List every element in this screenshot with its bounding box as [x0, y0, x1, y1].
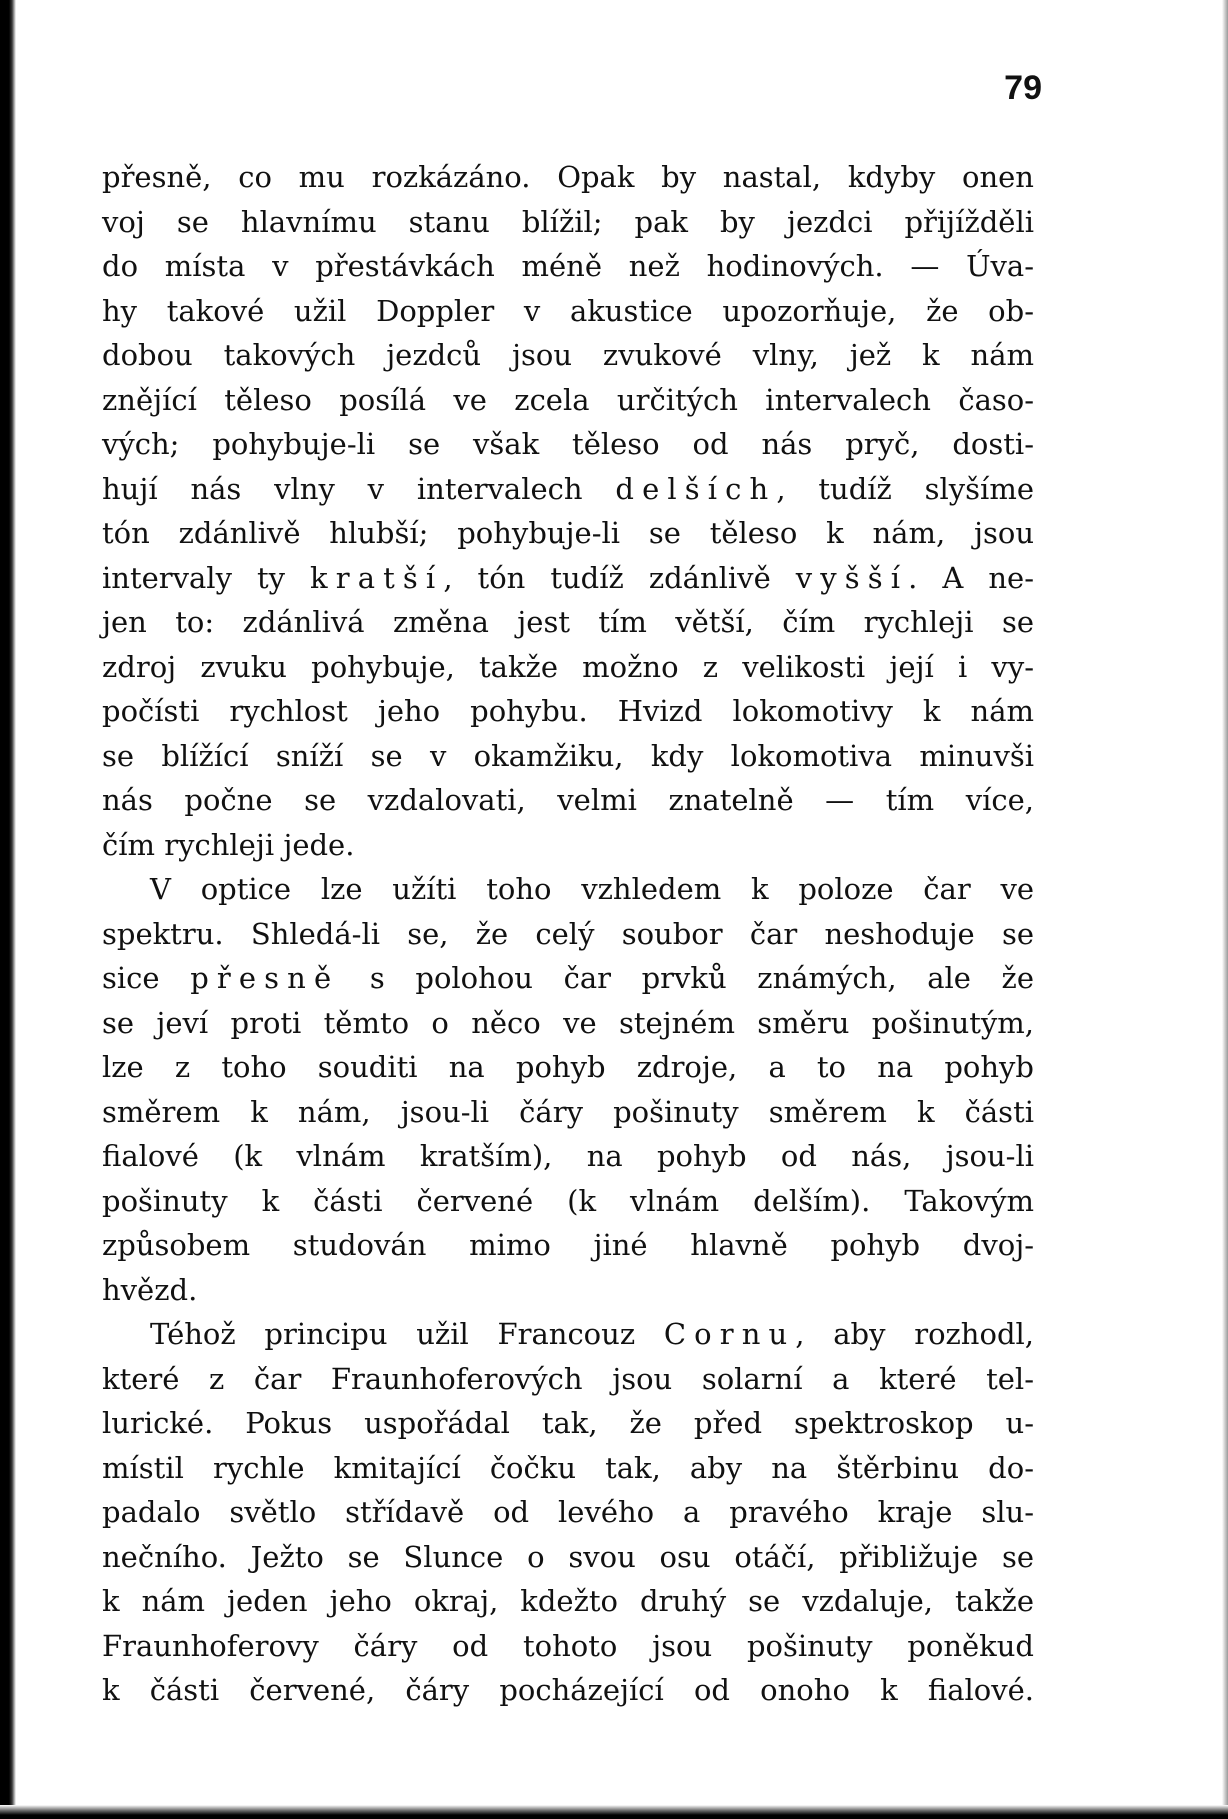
- line-segment: . A ne-: [908, 560, 1034, 595]
- line-segment: hují nás vlny v intervalech: [102, 471, 616, 506]
- scan-border-bottom: [0, 1805, 1228, 1819]
- text-line: [102, 289, 1034, 334]
- line-segment: spektru. Shledá-li se, že celý soubor čar neshoduje se: [102, 916, 1034, 951]
- text-line: [102, 956, 1034, 1001]
- text-line: [102, 1668, 1034, 1713]
- text-line: [102, 1624, 1034, 1669]
- scan-border-left: [0, 0, 16, 1819]
- page-number: 79: [1004, 69, 1042, 107]
- text-line: [102, 912, 1034, 957]
- text-line: [102, 200, 1034, 245]
- text-line: [102, 1401, 1034, 1446]
- line-segment: jen to: zdánlivá změna jest tím větší, čím rychleji se: [102, 605, 1034, 639]
- line-segment: způsobem studován mimo jiné hlavně pohyb dvoj-: [102, 1228, 1034, 1262]
- line-segment: místil rychle kmitající čočku tak, aby na štěrbinu do-: [102, 1450, 1034, 1485]
- text-line: [102, 378, 1034, 423]
- line-segment: , aby rozhodl,: [795, 1317, 1034, 1351]
- line-segment: dobou takových jezdců jsou zvukové vlny, jež k nám: [102, 338, 1034, 372]
- text-line: [102, 333, 1034, 378]
- line-segment: vých; pohybuje-li se však těleso od nás pryč, dosti-: [102, 427, 1034, 461]
- line-segment: lurické. Pokus uspořádal tak, že před spektroskop u-: [102, 1406, 1034, 1440]
- line-segment: tón zdánlivě hlubší; pohybuje-li se těleso k nám, jsou: [102, 516, 1034, 550]
- line-segment: se jeví proti těmto o něco ve stejném směru pošinutým,: [102, 1005, 1034, 1040]
- line-segment: V optice lze užíti toho vzhledem k poloze čar ve: [150, 872, 1034, 906]
- line-segment: Fraunhoferovy čáry od tohoto jsou pošinuty poněkud: [102, 1628, 1034, 1663]
- text-line: [102, 1579, 1034, 1624]
- line-segment: lze z toho souditi na pohyb zdroje, a to na pohyb: [102, 1050, 1034, 1084]
- scan-border-right: [1222, 0, 1228, 1819]
- line-segment: voj se hlavnímu stanu blížil; pak by jezdci přijížděli: [102, 204, 1034, 239]
- line-segment: čím rychleji jede.: [102, 827, 355, 862]
- line-segment: hy takové užil Doppler v akustice upozorňuje, že ob-: [102, 293, 1034, 328]
- line-segment: znějící těleso posílá ve zcela určitých intervalech časo-: [102, 382, 1034, 417]
- line-segment: počísti rychlost jeho pohybu. Hvizd lokomotivy k nám: [102, 694, 1034, 728]
- text-line: [102, 1179, 1034, 1224]
- spaced-emphasis: přesně: [190, 961, 340, 995]
- line-segment: které z čar Fraunhoferových jsou solarní a které tel-: [102, 1361, 1034, 1396]
- text-line: [102, 244, 1034, 289]
- text-line: [102, 556, 1034, 601]
- line-segment: , tudíž slyšíme: [776, 471, 1034, 506]
- text-line: [102, 778, 1034, 823]
- text-line: [102, 689, 1034, 734]
- line-segment: zdroj zvuku pohybuje, takže možno z velikosti její i vy-: [102, 649, 1034, 684]
- line-segment: do místa v přestávkách méně než hodinových. — Úva-: [102, 249, 1034, 283]
- text-line: [102, 422, 1034, 467]
- spaced-emphasis: kratší: [310, 560, 444, 595]
- text-line: [102, 1357, 1034, 1402]
- text-line: [102, 600, 1034, 645]
- text-line: [102, 511, 1034, 556]
- line-segment: pošinuty k části červené (k vlnám delším). Takovým: [102, 1183, 1034, 1218]
- line-segment: sice: [102, 961, 191, 995]
- text-line: [102, 867, 1034, 912]
- line-segment: nečního. Ježto se Slunce o svou osu otáčí, přibližuje se: [102, 1539, 1034, 1574]
- line-segment: se blížící sníží se v okamžiku, kdy lokomotiva minuvši: [102, 738, 1034, 773]
- text-line: [102, 1268, 1034, 1313]
- spaced-emphasis: delších: [615, 471, 777, 506]
- text-line: [102, 1490, 1034, 1535]
- line-segment: k nám jeden jeho okraj, kdežto druhý se vzdaluje, takže: [102, 1584, 1034, 1618]
- spaced-emphasis: Cornu: [663, 1317, 796, 1351]
- text-line: [102, 823, 1034, 868]
- text-line: [102, 1090, 1034, 1135]
- line-segment: s polohou čar prvků známých, ale že: [339, 961, 1035, 995]
- text-line: [102, 467, 1034, 512]
- body-text: [102, 155, 1034, 1713]
- line-segment: směrem k nám, jsou-li čáry pošinuty směrem k části: [102, 1094, 1034, 1129]
- line-segment: hvězd.: [102, 1272, 198, 1307]
- line-segment: přesně, co mu rozkázáno. Opak by nastal, kdyby onen: [102, 160, 1034, 194]
- line-segment: nás počne se vzdalovati, velmi znatelně — tím více,: [102, 783, 1034, 817]
- text-line: [102, 1045, 1034, 1090]
- text-line: [102, 1312, 1034, 1357]
- text-line: [102, 1134, 1034, 1179]
- line-segment: , tón tudíž zdánlivě: [443, 560, 796, 595]
- text-line: [102, 734, 1034, 779]
- text-line: [102, 1446, 1034, 1491]
- line-segment: k části červené, čáry pocházející od onoho k fialové.: [102, 1673, 1034, 1707]
- text-line: [102, 1001, 1034, 1046]
- text-line: [102, 1223, 1034, 1268]
- line-segment: intervaly ty: [102, 560, 311, 595]
- line-segment: padalo světlo střídavě od levého a pravého kraje slu-: [102, 1495, 1034, 1529]
- text-line: [102, 645, 1034, 690]
- line-segment: fialové (k vlnám kratším), na pohyb od nás, jsou-li: [102, 1139, 1034, 1173]
- text-line: [102, 155, 1034, 200]
- text-line: [102, 1535, 1034, 1580]
- spaced-emphasis: vyšší: [795, 560, 909, 595]
- line-segment: Téhož principu užil Francouz: [150, 1317, 664, 1351]
